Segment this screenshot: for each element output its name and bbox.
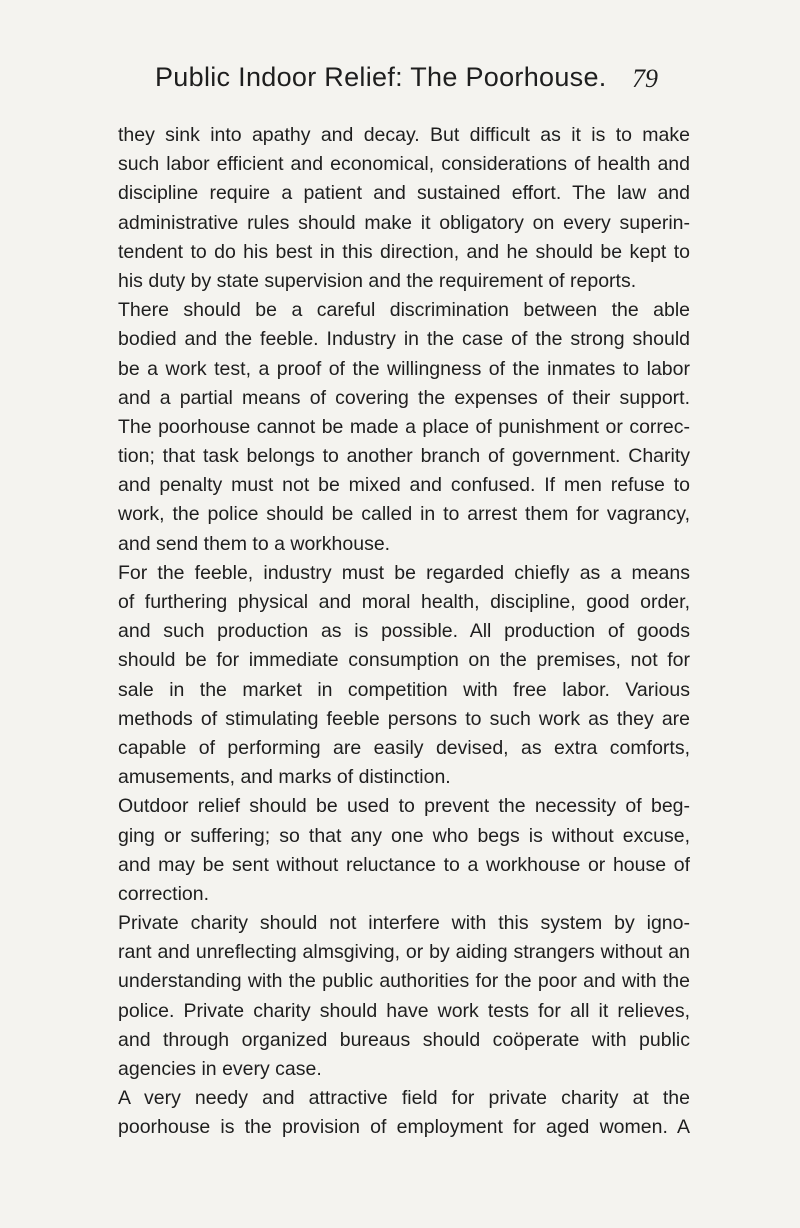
text-line: Outdoor relief should be used to prevent the necessity of beg- [118,795,690,818]
text-line: correction. [118,882,210,905]
text-line: and may be sent without reluctance to a workhouse or house of [118,853,690,876]
page-number: 79 [632,64,658,93]
text-line: work, the police should be called in to arrest them for vagrancy, [118,503,690,526]
text-line: sale in the market in competition with free labor. Various [118,678,690,701]
text-line: and penalty must not be mixed and confused. If men refuse to [118,474,690,497]
text-line: understanding with the public authorities for the poor and with the [118,970,690,993]
text-line: ging or suffering; so that any one who begs is without excuse, [118,824,690,847]
text-line: and through organized bureaus should coöperate with public [118,1028,690,1051]
text-line: For the feeble, industry must be regarded chiefly as a means [118,561,690,584]
text-line: discipline require a patient and sustained effort. The law and [118,182,690,205]
text-line: A very needy and attractive field for private charity at the [118,1087,690,1110]
text-line: poorhouse is the provision of employment for aged women. A [118,1116,690,1139]
text-line: bodied and the feeble. Industry in the case of the strong should [118,328,690,351]
text-line: and a partial means of covering the expenses of their support. [118,386,690,409]
text-line: and send them to a workhouse. [118,532,391,555]
text-line: they sink into apathy and decay. But difficult as it is to make [118,124,690,146]
text-line: police. Private charity should have work tests for all it relieves, [118,999,690,1022]
text-line: tendent to do his best in this direction, and he should be kept to [118,240,690,263]
text-line: amusements, and marks of distinction. [118,766,451,789]
text-line: agencies in every case. [118,1058,322,1080]
text-line: The poorhouse cannot be made a place of punishment or correc- [118,415,690,438]
text-line: be a work test, a proof of the willingness of the inmates to labor [118,357,690,380]
running-title: Public Indoor Relief: The Poorhouse. [155,62,607,92]
text-line: administrative rules should make it obligatory on every superin- [118,211,690,234]
text-line: capable of performing are easily devised, as extra comforts, [118,736,690,759]
text-line: of furthering physical and moral health, discipline, good order, [118,591,690,613]
text-line: his duty by state supervision and the requirement of reports. [118,269,637,292]
text-line: There should be a careful discrimination between the able [118,299,690,322]
text-line: tion; that task belongs to another branch of government. Charity [118,445,690,468]
text-line: methods of stimulating feeble persons to such work as they are [118,707,690,730]
text-line: rant and unreflecting almsgiving, or by aiding strangers without an [118,941,690,964]
text-line: such labor efficient and economical, considerations of health and [118,153,690,176]
page-header [155,62,658,102]
text-line: and such production as is possible. All production of goods [118,620,690,643]
text-line: Private charity should not interfere with this system by igno- [118,912,690,935]
body-text [118,121,690,1143]
text-line: should be for immediate consumption on the premises, not for [118,649,690,672]
